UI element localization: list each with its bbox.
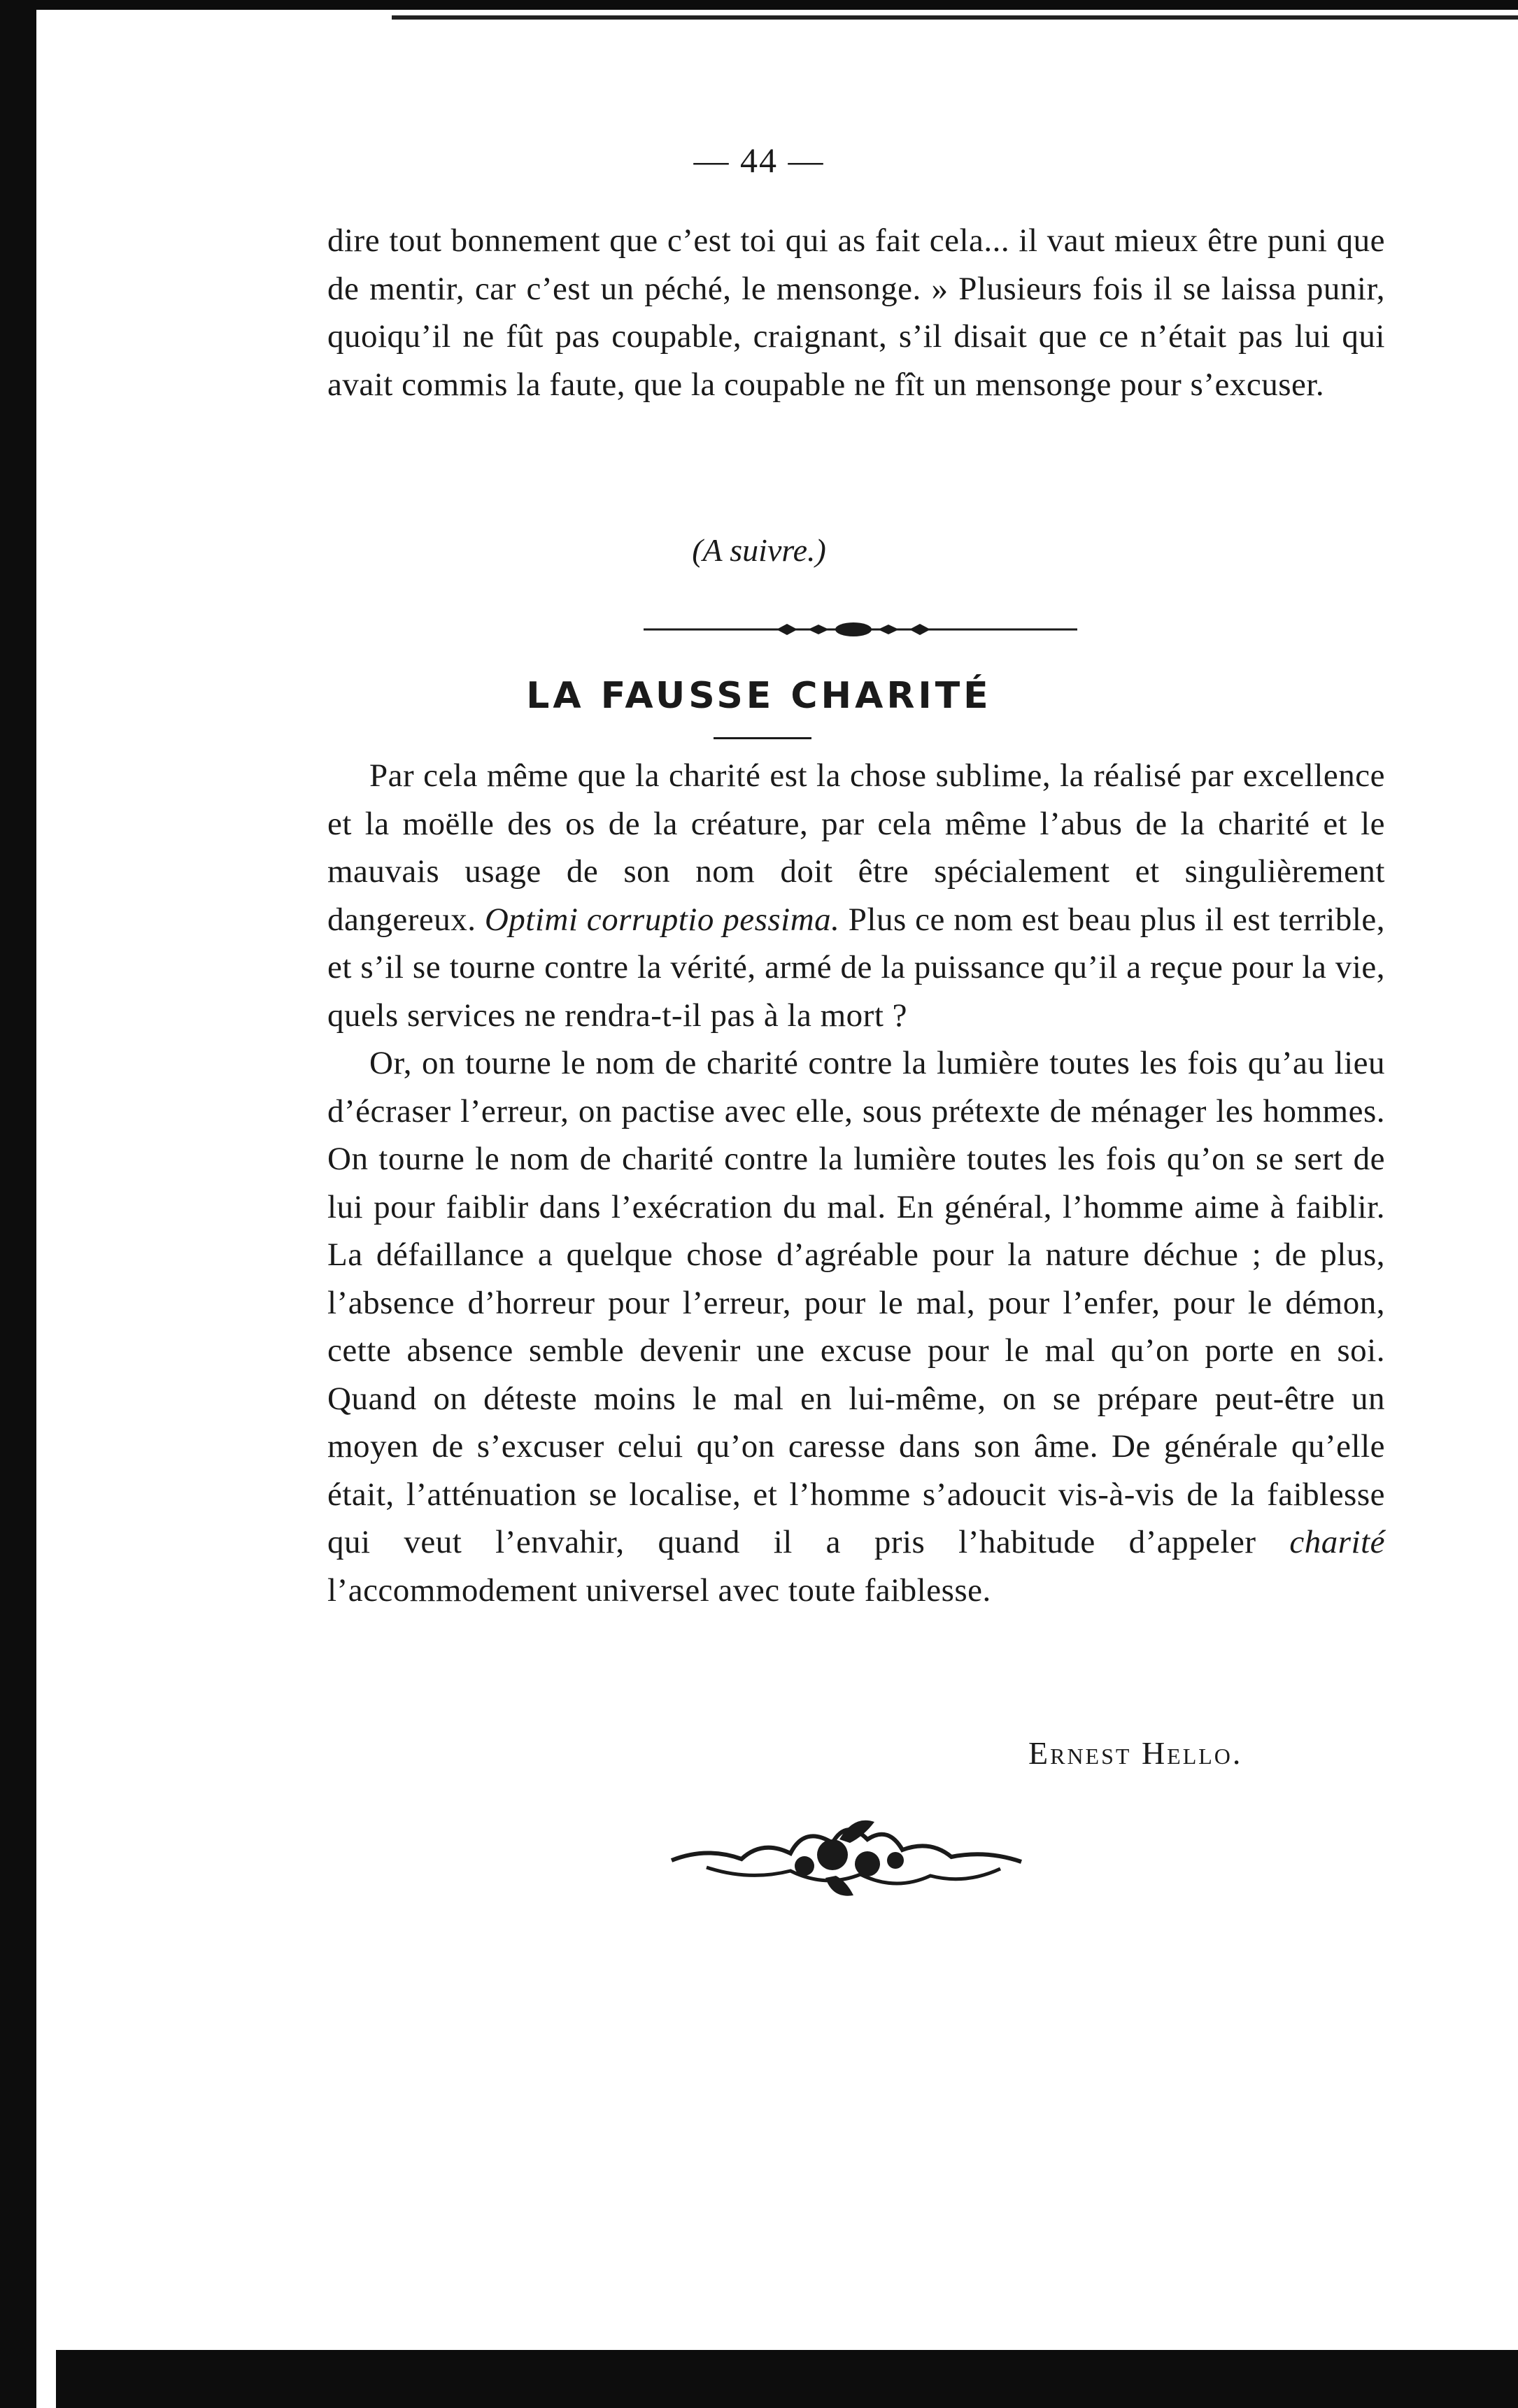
ornamental-divider [644, 615, 1077, 643]
to-be-continued-note: (A suivre.) [692, 532, 826, 568]
scan-top-border [36, 0, 1518, 10]
continued-paragraph [327, 217, 1385, 408]
scan-left-border [0, 0, 36, 2408]
page-number: — 44 — [693, 141, 825, 180]
section-title: LA FAUSSE CHARITÉ [526, 675, 992, 717]
article-text: Or, on tourne le nom de charité contre la lumière toutes les fois qu’au lieu d’écraser l’erreur, on pactise avec elle, sous prétexte de ménager les hommes. On tourne le nom de charité contre la lumière toutes les fois qu’on se sert de lui pour faiblir dans l’exécration du mal. En général, l’homme aime à faiblir. La défaillance a quelque chose d’agréable pour la nature déchue ; de plus, l’absence d’horreur pour l’erreur, pour le mal, pour l’enfer, pour le démon, cette absence semble devenir une excuse pour le mal qu’on porte en soi. Quand on déteste moins le mal en lui-même, on se prépare peut-être un moyen de s’excuser celui qu’on caresse dans son âme. De générale qu’elle était, l’atténuation se localise, et l’homme s’adoucit vis-à-vis de la faiblesse qui veut l’envahir, quand il a pris l’habitude d’appeler [327, 1045, 1385, 1560]
article-text: Plus ce nom est beau plus il est terrible, et s’il se tourne contre la vérité, armé de la puissance qu’il a reçue pour la vie, quels services ne rendra-t-il pas à la mort ? [327, 901, 1386, 1034]
article-text: l’accommodement universel avec toute faiblesse. [327, 1572, 991, 1609]
article-paragraph-2 [327, 1039, 1385, 1614]
scan-bottom-border [56, 2350, 1518, 2408]
author-signature: Ernest Hello. [1028, 1735, 1243, 1771]
paragraph-text: dire tout bonnement que c’est toi qui as fait cela... il vaut mieux être puni que de mentir, car c’est un péché, le mensonge. » Plusieurs fois il se laissa punir, quoiqu’il ne fût pas coupable, craignant, s’il disait que ce n’était pas lui qui avait commis la faute, que la coupable ne fît un mensonge pour s’excuser. [327, 222, 1385, 403]
article-body [327, 752, 1385, 1614]
article-paragraph-1 [327, 752, 1385, 1039]
scan-top-border-inner [392, 15, 1518, 20]
article-text: Par cela même que la charité est la chose sublime, la réalisé par excellence et la moëlle des os de la créature, par cela même l’abus de la charité et le mauvais usage de son nom doit être spécialement et singulièrement dangereux. [327, 757, 1385, 938]
italic-word: charité [1289, 1524, 1385, 1560]
title-underline [714, 737, 811, 739]
floral-end-ornament [665, 1811, 1028, 1909]
latin-quote: Optimi corruptio pessima. [484, 901, 840, 938]
